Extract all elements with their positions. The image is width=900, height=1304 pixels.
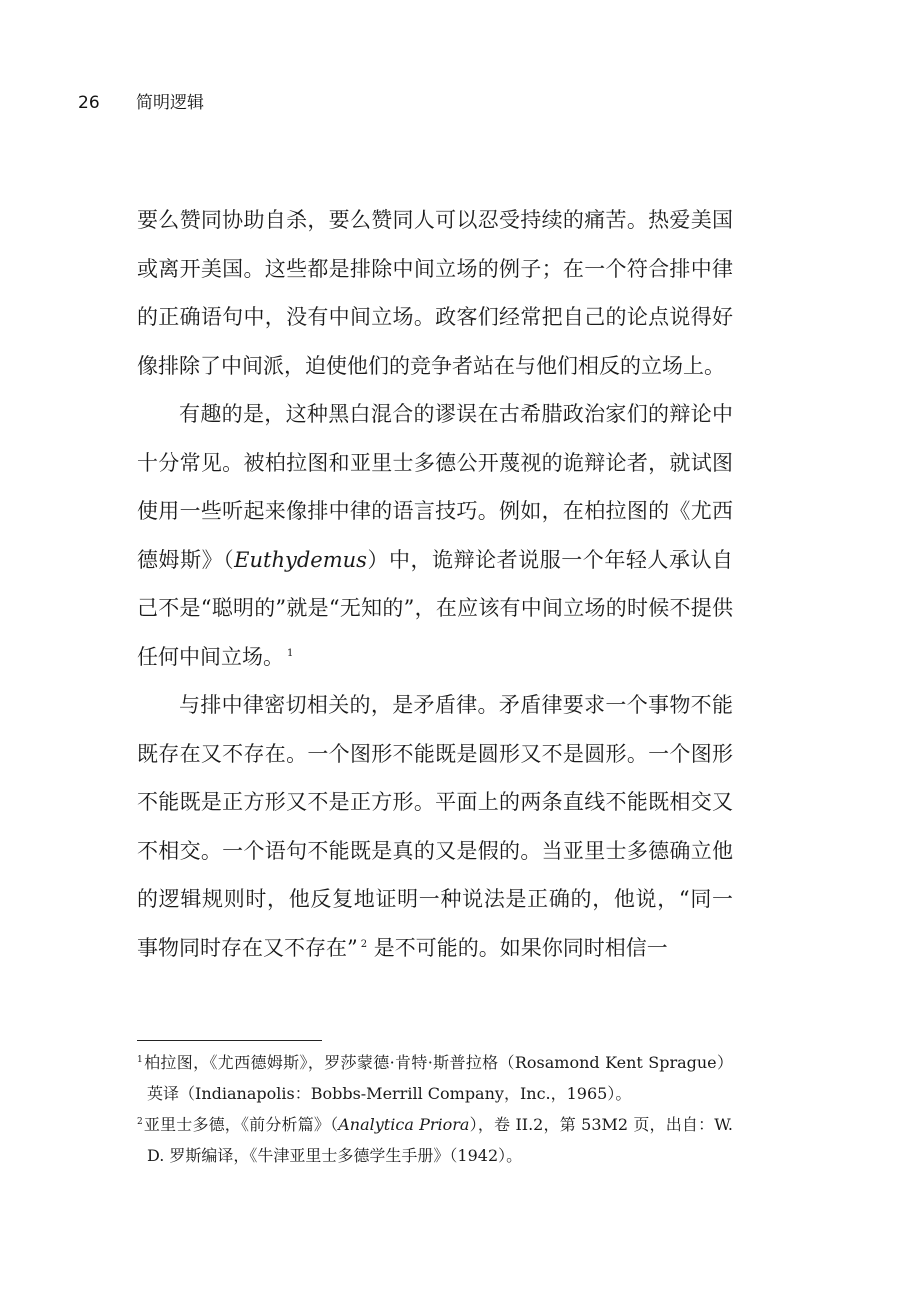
- footnote-2-text-b: ），卷 II.2，第 53M2 页，出自：W. D. 罗斯编译，《牛津亚里士多德学生手册》（1942）。: [147, 1115, 733, 1165]
- footnote-2-marker: 2: [137, 1116, 143, 1127]
- page-number: 26: [78, 93, 100, 113]
- footnote-1: [137, 1047, 733, 1109]
- footnote-divider: [137, 1040, 322, 1041]
- footnote-2-italic-title: Analytica Priora: [338, 1115, 470, 1134]
- paragraph-1: [137, 196, 733, 390]
- book-title: 简明逻辑: [136, 93, 204, 113]
- paragraph-1-text: 要么赞同协助自杀，要么赞同人可以忍受持续的痛苦。热爱美国或离开美国。这些都是排除中间立场的例子；在一个符合排中律的正确语句中，没有中间立场。政客们经常把自己的论点说得好像排除了中间派，迫使他们的竞争者站在与他们相反的立场上。: [137, 208, 733, 378]
- paragraph-3: [137, 681, 733, 972]
- footnote-2: [137, 1109, 733, 1171]
- paragraph-3-text-b: 是不可能的。如果你同时相信一: [367, 935, 668, 960]
- paragraph-3-text-a: 与排中律密切相关的，是矛盾律。矛盾律要求一个事物不能既存在又不存在。一个图形不能既是圆形又不是圆形。一个图形不能既是正方形又不是正方形。平面上的两条直线不能既相交又不相交。一个语句不能既是真的又是假的。当亚里士多德确立他的逻辑规则时，他反复地证明一种说法是正确的，他说，“同一事物同时存在又不存在”: [137, 693, 733, 960]
- paragraph-2-italic-title: Euthydemus: [234, 547, 367, 572]
- footnote-1-marker: 1: [137, 1054, 143, 1065]
- paragraph-2-text-b: ）中，诡辩论者说服一个年轻人承认自己不是“聪明的”就是“无知的”，在应该有中间立场的时候不提供任何中间立场。: [137, 547, 734, 669]
- footnotes: [137, 1047, 733, 1171]
- paragraph-2: [137, 390, 733, 681]
- paragraph-2-text-a: 有趣的是，这种黑白混合的谬误在古希腊政治家们的辩论中十分常见。被柏拉图和亚里士多德公开蔑视的诡辩论者，就试图使用一些听起来像排中律的语言技巧。例如，在柏拉图的《尤西德姆斯》（: [137, 402, 733, 572]
- footnote-1-text: 柏拉图，《尤西德姆斯》，罗莎蒙德·肯特·斯普拉格（Rosamond Kent Sprague）英译（Indianapolis：Bobbs-Merrill Company，Inc.，1965）。: [143, 1053, 733, 1103]
- footnote-ref-2: 2: [360, 938, 368, 950]
- footnote-2-text-a: 亚里士多德，《前分析篇》（: [143, 1115, 339, 1134]
- footnote-ref-1: 1: [287, 647, 294, 659]
- body-text: [137, 196, 733, 972]
- running-head: [78, 91, 204, 115]
